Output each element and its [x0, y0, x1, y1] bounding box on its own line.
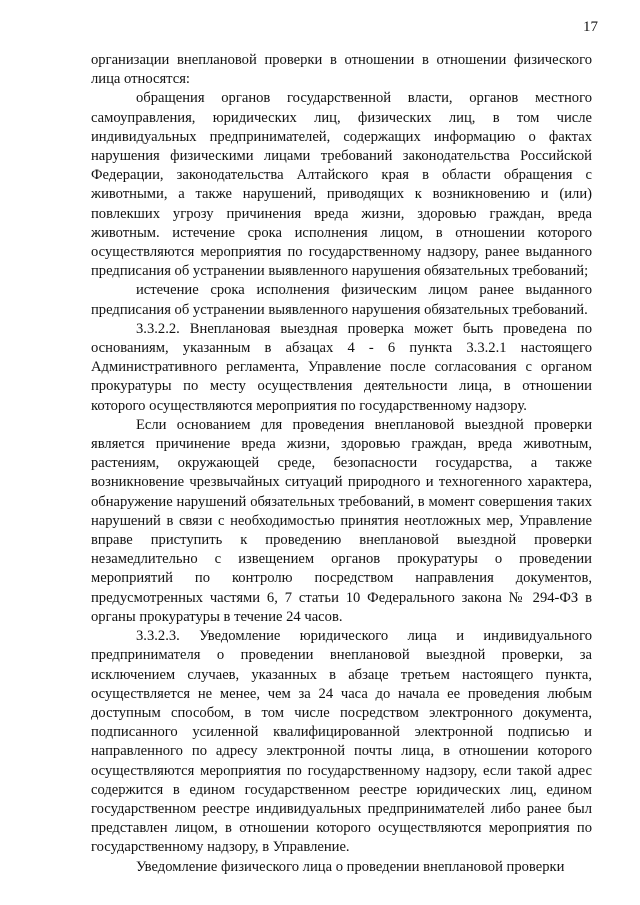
document-body	[91, 51, 592, 877]
paragraph-physical-notice: Уведомление физического лица о проведении внеплановой проверки	[136, 858, 565, 875]
paragraph-3-3-2-2: 3.3.2.2. Внеплановая выездная проверка может быть проведена по основаниям, указанным в абзацах 4 - 6 пункта 3.3.2.1 настоящего Административного регламента, Управление после согласования с органом прокуратуры по месту осуществления деятельности лица, в отношении которого осуществляются мероприятия по государственному надзору.	[91, 320, 592, 414]
paragraph-urgent-inspection: Если основанием для проведения внеплановой выездной проверки является причинение вреда жизни, здоровью граждан, вреда животным, растениям, окружающей среде, безопасности государства, а также возникновение чрезвычайных ситуаций природного и техногенного характера, обнаружение нарушений обязательных требований, в момент совершения таких нарушений в связи с необходимостью принятия неотложных мер, Управление вправе приступить к проведению внеплановой выездной проверки незамедлительно с извещением органов прокуратуры о проведении мероприятий по контролю посредством направления документов, предусмотренных частями 6, 7 статьи 10 Федерального закона № 294-ФЗ в органы прокуратуры в течение 24 часов.	[91, 416, 592, 625]
paragraph-expiry: истечение срока исполнения физическим лицом ранее выданного предписания об устранении выявленного нарушения обязательных требований.	[91, 282, 592, 318]
page-number: 17	[583, 19, 598, 35]
paragraph-intro: организации внеплановой проверки в отношении в отношении физического лица относятся:	[91, 52, 592, 88]
paragraph-appeals: обращения органов государственной власти, органов местного самоуправления, юридических лиц, физических лиц, в том числе индивидуальных предпринимателей, содержащих информацию о фактах нарушения физическими лицами требований законодательства Российской Федерации, законодательства Алтайского края в области обращения с животными, а также нарушений, приводящих к возникновению и (или) повлекших угрозу причинения вреда жизни, здоровью граждан, вреда животным. истечение срока исполнения лицом, в отношении которого осуществляются мероприятия по государственному надзору, ранее выданного предписания об устранении выявленного нарушения обязательных требований;	[91, 90, 592, 280]
paragraph-3-3-2-3: 3.3.2.3. Уведомление юридического лица и индивидуального предпринимателя о проведении внеплановой выездной проверки, за исключением случаев, указанных в абзаце третьем настоящего пункта, осуществляется не менее, чем за 24 часа до начала ее проведения любым доступным способом, в том числе посредством электронного документа, подписанного усиленной квалифицированной электронной подписью и направленного по адресу электронной почты лица, в отношении которого осуществляются мероприятия по государственному надзору, если такой адрес содержится в едином государственном реестре юридических лиц, едином государственном реестре индивидуальных предпринимателей либо ранее был представлен лицом, в отношении которого осуществляются мероприятия по государственному надзору, в Управление.	[91, 628, 592, 856]
